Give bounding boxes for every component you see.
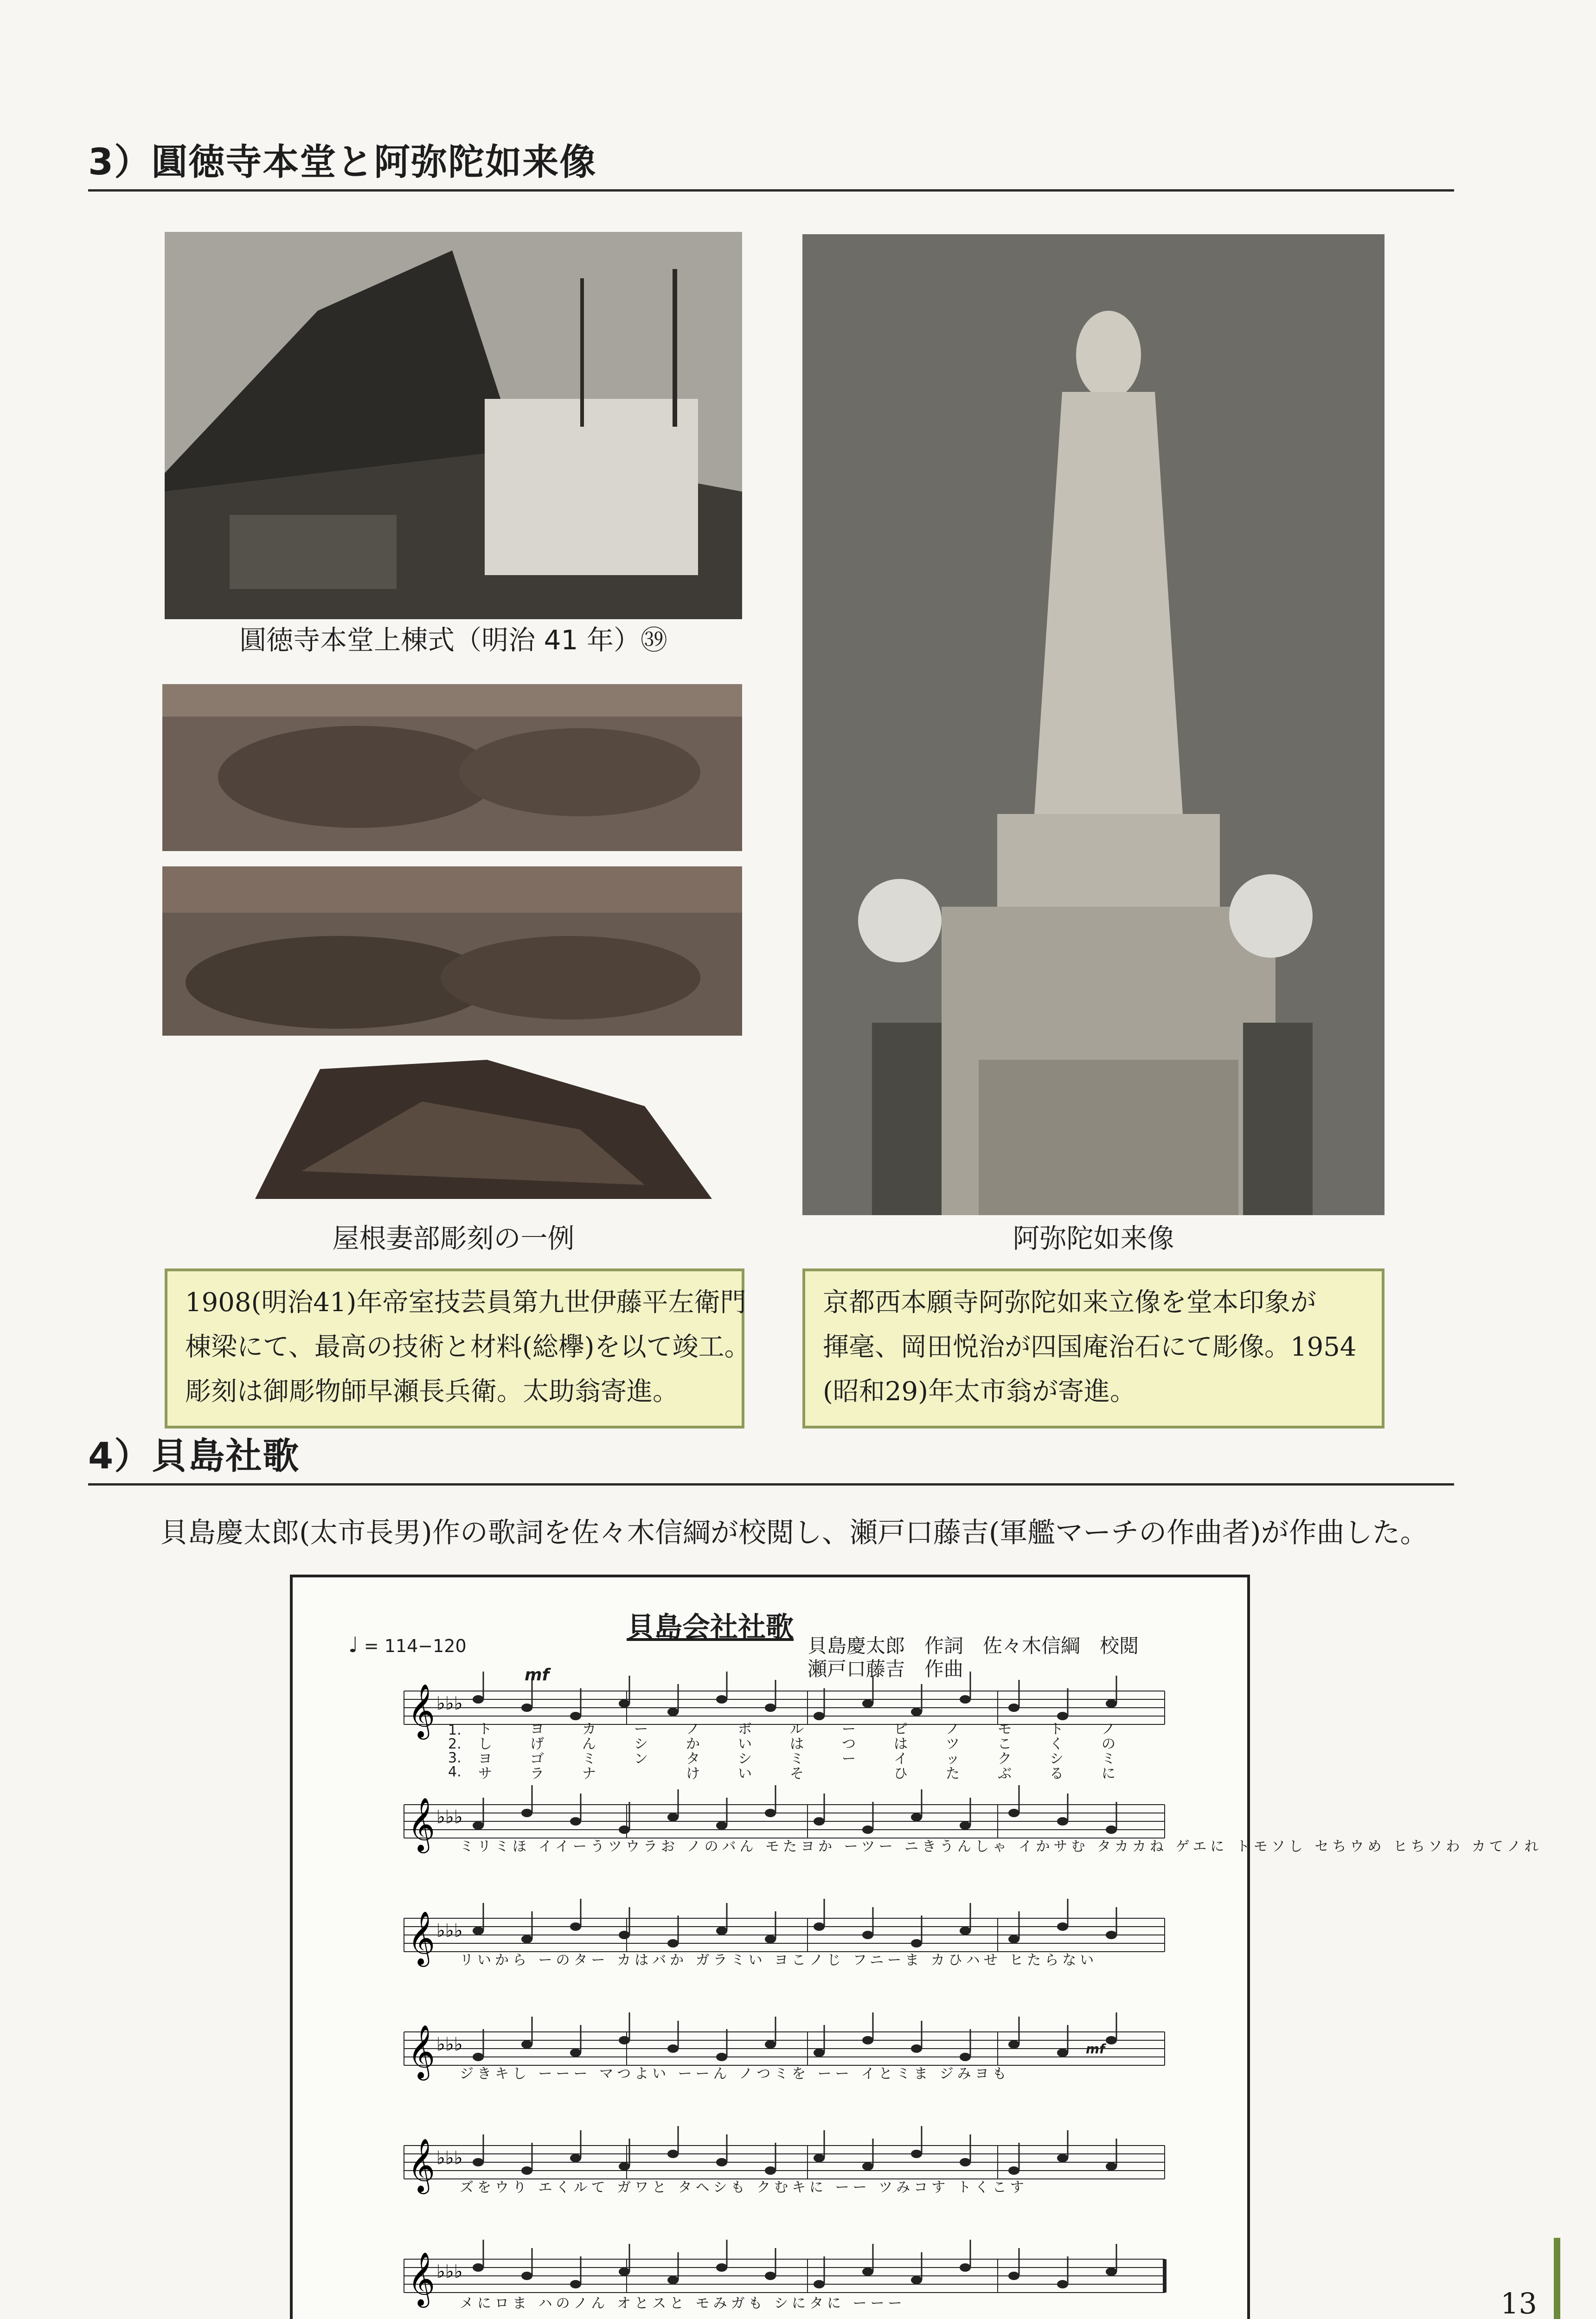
note-head <box>1057 2154 1068 2162</box>
note-head <box>1106 1699 1117 1708</box>
treble-clef-icon: 𝄞 <box>408 1910 436 1965</box>
lyric-char: ト <box>478 1721 492 1737</box>
amida-note-line: (昭和29)年太市翁が寄進。 <box>823 1377 1136 1407</box>
lyric-char: し <box>478 1736 492 1752</box>
note-head <box>911 1813 922 1821</box>
note-head <box>1008 2166 1019 2175</box>
lyric-char: ン <box>634 1751 648 1767</box>
page-edge-bar <box>1554 2238 1560 2319</box>
note-head <box>667 1939 679 1947</box>
note-head <box>1008 1704 1019 1712</box>
temple-note-box <box>165 1268 750 1429</box>
lyric-char: ミ <box>582 1751 596 1767</box>
score-tempo: ♩ = 114−120 <box>348 1632 467 1657</box>
lyric-char: ノ <box>946 1721 960 1737</box>
lyric-column <box>998 1722 1012 1781</box>
page-number: 13 <box>1500 2287 1537 2319</box>
lyric-char: げ <box>530 1736 544 1752</box>
lyric-column <box>478 1722 492 1781</box>
lyric-char: ノ <box>1102 1721 1115 1737</box>
lyric-column <box>842 1722 856 1767</box>
verse-number: 1. <box>448 1722 461 1738</box>
lyric-char: ル <box>790 1721 804 1737</box>
lyrics-row-4: ジきキし ーーー マつよい ーーん ノつミを ーー イとミま ジみヨも <box>460 2066 1010 2082</box>
lyric-char: シ <box>634 1736 648 1752</box>
note-head <box>765 1809 776 1817</box>
lyric-char: け <box>686 1766 700 1782</box>
score-title: 貝島会社社歌 <box>627 1611 794 1644</box>
lyric-char: ト <box>1050 1721 1064 1737</box>
verse-numbers <box>448 1723 461 1779</box>
lyric-char: か <box>686 1736 700 1752</box>
note-head <box>473 2158 484 2166</box>
note-head <box>667 2276 679 2284</box>
note-head <box>716 1927 727 1935</box>
note-head <box>570 2154 581 2162</box>
note-head <box>619 1826 630 1834</box>
note-head <box>1106 2268 1117 2276</box>
temple-note-line: 1908(明治41)年帝室技芸員第九世伊藤平左衛門 <box>185 1288 746 1318</box>
note-head <box>862 2162 873 2171</box>
lyric-char: ー <box>842 1751 856 1767</box>
key-signature-flats: ♭♭♭ <box>436 2034 463 2055</box>
lyric-char: ク <box>998 1751 1012 1767</box>
lyric-char: ピ <box>894 1721 908 1737</box>
note-head <box>1008 2272 1019 2280</box>
lyric-column <box>582 1722 596 1781</box>
note-head <box>814 2154 825 2162</box>
section-3-rule <box>88 189 1454 192</box>
note-head <box>521 1935 532 1943</box>
lyric-char: く <box>1050 1736 1064 1752</box>
note-head <box>667 1708 679 1716</box>
lyric-char: ナ <box>582 1766 596 1782</box>
lyric-char: つ <box>842 1736 856 1752</box>
note-head <box>570 1817 581 1826</box>
note-head <box>716 2053 727 2061</box>
lyric-char: ッ <box>946 1751 960 1767</box>
verse-number: 4. <box>448 1764 461 1780</box>
note-head <box>716 2263 727 2272</box>
lyric-char: ヨ <box>530 1721 544 1737</box>
score-credits-2: 瀬戸口藤吉 作曲 <box>808 1658 964 1680</box>
note-head <box>862 1826 873 1834</box>
note-head <box>814 2280 825 2288</box>
key-signature-flats: ♭♭♭ <box>436 1693 463 1714</box>
lyric-char: ぶ <box>998 1766 1012 1782</box>
note-head <box>1106 2162 1117 2171</box>
verse-number: 2. <box>448 1736 461 1752</box>
temple-hall-caption: 圓徳寺本堂上棟式（明治 41 年）㊴ <box>239 624 667 656</box>
note-head <box>716 2158 727 2166</box>
note-head <box>814 1922 825 1931</box>
score-tempo-value: = 114−120 <box>364 1636 467 1656</box>
note-head <box>619 2036 630 2044</box>
note-head <box>911 2150 922 2158</box>
note-head <box>1008 1809 1019 1817</box>
note-head <box>814 1712 825 1720</box>
note-head <box>716 1695 727 1704</box>
note-head <box>473 1695 484 1704</box>
note-head <box>619 1931 630 1939</box>
carving-photo-1 <box>162 684 742 851</box>
note-head <box>765 2166 776 2175</box>
amida-note-line: 京都西本願寺阿弥陀如来立像を堂本印象が <box>823 1288 1316 1318</box>
verse-number: 3. <box>448 1750 461 1766</box>
note-head <box>1106 1826 1117 1834</box>
amida-note-line: 揮毫、岡田悦治が四国庵治石にて彫像。1954 <box>823 1332 1357 1362</box>
note-head <box>667 2150 679 2158</box>
note-head <box>473 1927 484 1935</box>
song-intro-text: 貝島慶太郎(太市長男)作の歌詞を佐々木信綱が校閲し、瀬戸口藤吉(軍艦マーチの作曲者)が作曲した。 <box>160 1517 1428 1549</box>
lyric-column <box>894 1722 908 1781</box>
note-head <box>619 2268 630 2276</box>
lyric-char: ヨ <box>478 1751 492 1767</box>
carving-caption: 屋根妻部彫刻の一例 <box>332 1223 575 1254</box>
lyric-char: イ <box>894 1751 908 1767</box>
lyrics-row-5: ズをウり エくルて ガワと タヘシも クむキに ーー ツみコす トくこす <box>460 2179 1028 2196</box>
note-head <box>619 2162 630 2171</box>
note-head <box>1057 2049 1068 2057</box>
note-head <box>473 1821 484 1830</box>
lyric-char: ツ <box>946 1736 960 1752</box>
note-head <box>1106 2036 1117 2044</box>
note-head <box>960 2263 971 2272</box>
note-head <box>765 2272 776 2280</box>
amida-note-box <box>802 1268 1384 1429</box>
note-head <box>570 2049 581 2057</box>
note-head <box>911 1708 922 1716</box>
note-head <box>765 2040 776 2049</box>
note-head <box>1008 2040 1019 2049</box>
carving-photo-2 <box>162 866 742 1036</box>
lyric-char: は <box>894 1736 908 1752</box>
lyric-column <box>530 1722 544 1781</box>
lyric-char: は <box>790 1736 804 1752</box>
section-4-rule <box>88 1483 1454 1486</box>
key-signature-flats: ♭♭♭ <box>436 1807 463 1828</box>
note-head <box>521 2272 532 2280</box>
note-head <box>1057 2280 1068 2288</box>
note-head <box>814 2049 825 2057</box>
note-head <box>911 1939 922 1947</box>
lyric-char: モ <box>998 1721 1012 1737</box>
lyric-char: ー <box>842 1721 856 1737</box>
lyric-char: サ <box>478 1766 492 1782</box>
note-head <box>765 1704 776 1712</box>
note-head <box>1057 1817 1068 1826</box>
score-dynamic-mf: mf <box>525 1666 550 1685</box>
treble-clef-icon: 𝄞 <box>408 2138 436 2192</box>
lyric-char: こ <box>998 1736 1012 1752</box>
note-head <box>862 1931 873 1939</box>
lyric-column <box>946 1722 960 1781</box>
note-head <box>473 2053 484 2061</box>
lyric-char: ラ <box>530 1766 544 1782</box>
score-credits-1: 貝島慶太郎 作詞 佐々木信綱 校閲 <box>808 1634 1139 1657</box>
lyric-char: シ <box>738 1751 752 1767</box>
note-head <box>570 2280 581 2288</box>
lyric-column <box>686 1722 700 1781</box>
lyric-char: ん <box>582 1736 596 1752</box>
lyrics-row-6: メにロま ハのノん オとスと モみガも シにタに ーーー <box>460 2295 906 2312</box>
note-head <box>716 1821 727 1830</box>
lyric-char: ボ <box>738 1721 752 1737</box>
note-head <box>570 1712 581 1720</box>
note-head <box>911 2044 922 2053</box>
lyric-column <box>1050 1722 1064 1781</box>
lyric-char: そ <box>790 1766 804 1782</box>
note-head <box>862 1699 873 1708</box>
note-head <box>862 2268 873 2276</box>
key-signature-flats: ♭♭♭ <box>436 1920 463 1941</box>
lyric-column <box>790 1722 804 1781</box>
lyric-char: ゴ <box>530 1751 544 1767</box>
note-head <box>814 1817 825 1826</box>
note-head <box>1057 1712 1068 1720</box>
note-head <box>619 1699 630 1708</box>
note-head <box>667 1813 679 1821</box>
note-head <box>960 1821 971 1830</box>
lyric-column <box>634 1722 648 1767</box>
note-head <box>765 1935 776 1943</box>
lyric-char: ミ <box>1102 1751 1115 1767</box>
carving-photo-3 <box>227 1051 712 1220</box>
note-head <box>960 1927 971 1935</box>
note-head <box>960 2053 971 2061</box>
note-head <box>1057 1922 1068 1931</box>
note-head <box>911 2276 922 2284</box>
lyric-char: る <box>1050 1766 1064 1782</box>
treble-clef-icon: 𝄞 <box>408 1797 436 1851</box>
lyric-char: い <box>738 1766 752 1782</box>
lyric-char: い <box>738 1736 752 1752</box>
lyrics-row-2: ミリミほ イイーうツウラお ノのバん モたヨか ーツー ニきうんしゃ イかサむ タカカね ゲエに トモソし セちウめ ヒちソわ カてノれ <box>460 1839 1542 1855</box>
score-dynamic-mf-2: mf <box>1086 2041 1105 2056</box>
lyric-char: に <box>1102 1766 1115 1782</box>
lyric-char: シ <box>1050 1751 1064 1767</box>
lyric-char: た <box>946 1766 960 1782</box>
note-head <box>667 2044 679 2053</box>
lyric-char: ミ <box>790 1751 804 1767</box>
section-3-heading: 3）圓徳寺本堂と阿弥陀如来像 <box>88 141 597 183</box>
note-head <box>521 2040 532 2049</box>
key-signature-flats: ♭♭♭ <box>436 2261 463 2282</box>
first-system-lyrics <box>478 1722 1174 1787</box>
lyric-column <box>738 1722 752 1781</box>
temple-hall-photo <box>165 232 742 619</box>
treble-clef-icon: 𝄞 <box>408 1683 436 1737</box>
lyrics-row-3: リいから ーのター カはバか ガラミい ヨこノじ フニーま カひハせ ヒたらない <box>460 1952 1098 1968</box>
note-head <box>1008 1935 1019 1943</box>
lyric-column <box>1102 1722 1115 1781</box>
note-head <box>570 1922 581 1931</box>
note-head <box>960 1695 971 1704</box>
note-head <box>521 1809 532 1817</box>
lyric-char: ノ <box>686 1721 700 1737</box>
amida-statue-photo <box>802 234 1384 1215</box>
temple-note-line: 棟梁にて、最高の技術と材料(総欅)を以て竣工。 <box>185 1332 750 1362</box>
lyric-char: ひ <box>894 1766 908 1782</box>
note-head <box>862 2036 873 2044</box>
note-head <box>1106 1931 1117 1939</box>
lyric-char: タ <box>686 1751 700 1767</box>
treble-clef-icon: 𝄞 <box>408 2024 436 2078</box>
lyric-char: ー <box>634 1721 648 1737</box>
lyric-char: の <box>1102 1736 1115 1752</box>
temple-note-line: 彫刻は御彫物師早瀬長兵衛。太助翁寄進。 <box>185 1377 679 1407</box>
treble-clef-icon: 𝄞 <box>408 2251 436 2306</box>
section-4-heading: 4）貝島社歌 <box>88 1435 300 1477</box>
lyric-char: カ <box>582 1721 596 1737</box>
note-head <box>521 1704 532 1712</box>
note-head <box>960 2158 971 2166</box>
amida-caption: 阿弥陀如来像 <box>1013 1223 1174 1254</box>
note-head <box>473 2263 484 2272</box>
note-head <box>521 2166 532 2175</box>
key-signature-flats: ♭♭♭ <box>436 2147 463 2169</box>
